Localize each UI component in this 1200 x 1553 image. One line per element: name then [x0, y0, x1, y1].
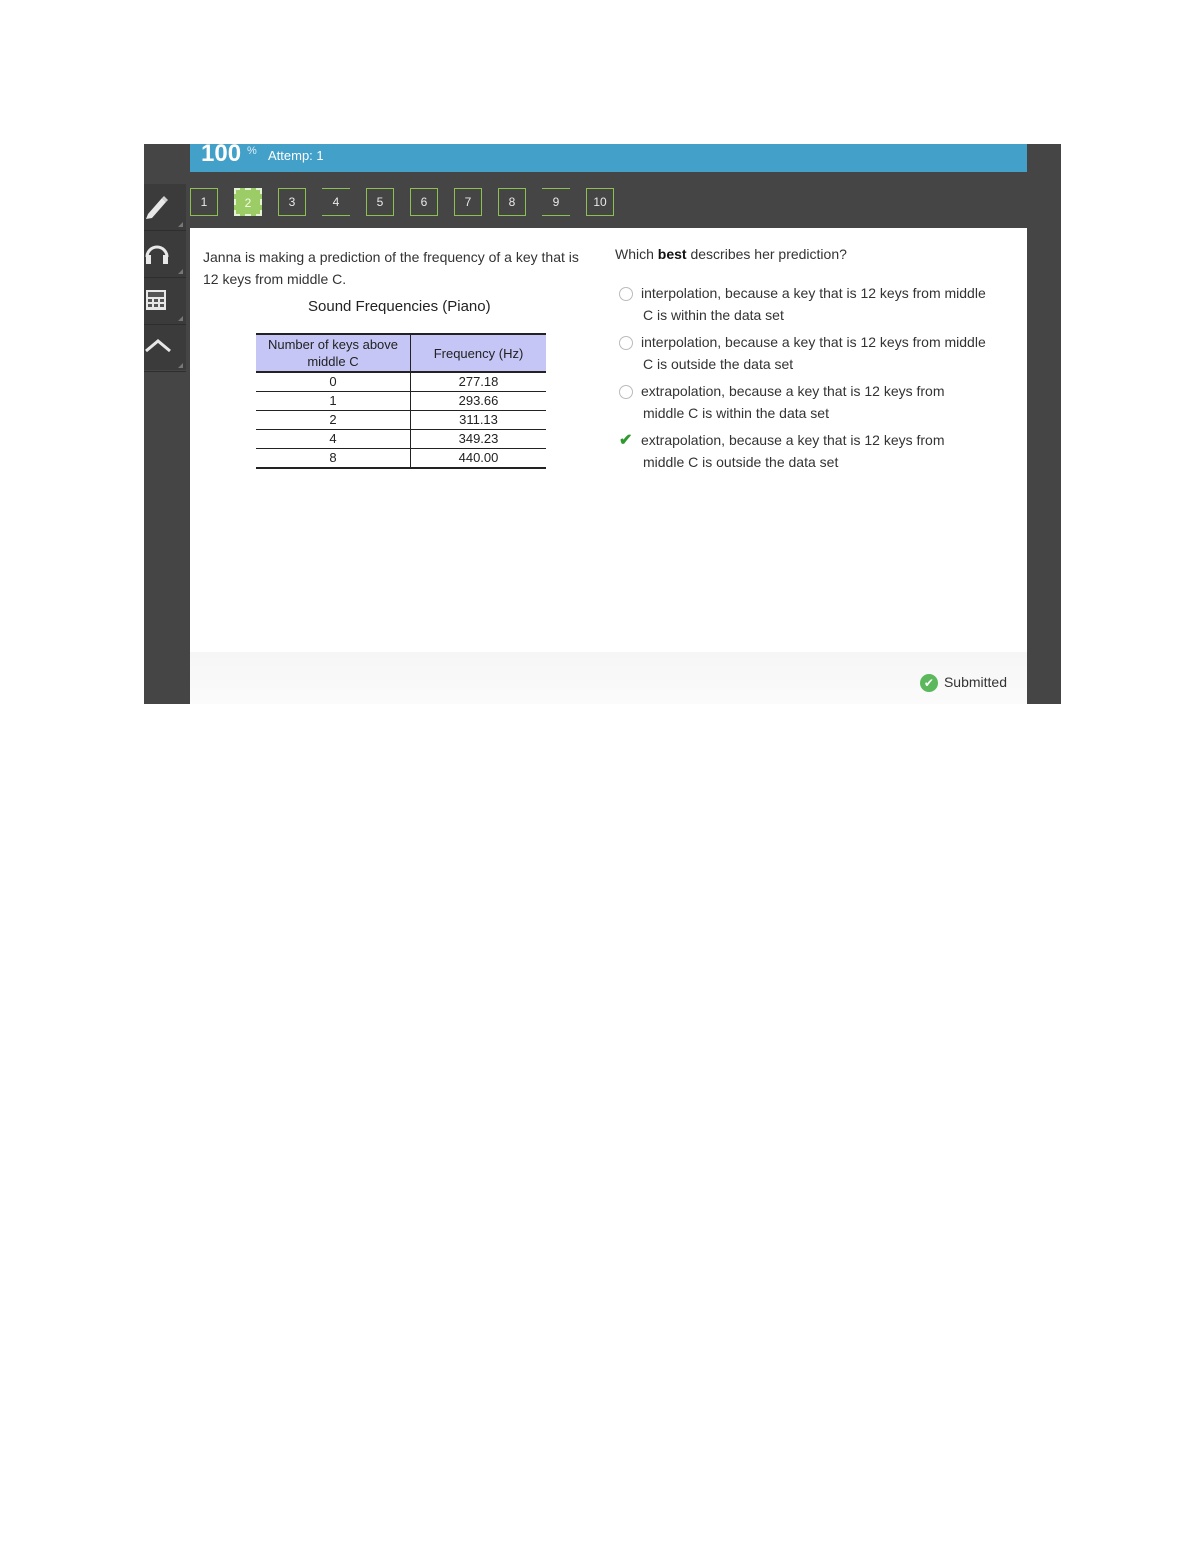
pencil-icon	[144, 192, 170, 220]
collapse-tool-button[interactable]	[144, 325, 186, 372]
question-9-button[interactable]: 9	[542, 188, 570, 216]
pencil-tool-button[interactable]	[144, 184, 186, 231]
check-circle-icon: ✔	[920, 674, 938, 692]
answer-option-label: interpolation, because a key that is 12 keys from middle C is outside the data set	[641, 334, 986, 372]
table-caption: Sound Frequencies (Piano)	[308, 298, 491, 315]
score-bar	[190, 140, 1027, 172]
radio-button[interactable]	[619, 287, 633, 301]
calculator-tool-button[interactable]	[144, 278, 186, 325]
radio-button[interactable]	[619, 385, 633, 399]
frequency-cell: 440.00	[411, 449, 547, 469]
question-7-button[interactable]: 7	[454, 188, 482, 216]
answer-option-label: interpolation, because a key that is 12 keys from middle C is within the data set	[641, 285, 986, 323]
table-row	[256, 411, 546, 430]
answer-option-label: extrapolation, because a key that is 12 keys from middle C is outside the data set	[641, 432, 945, 470]
table-row	[256, 449, 546, 469]
score-value: 100	[201, 140, 242, 167]
tool-sidebar	[144, 184, 186, 370]
column-header-keys: Number of keys above middle C	[256, 334, 411, 372]
question-2-button[interactable]: 2	[234, 188, 262, 216]
answer-option[interactable]	[619, 331, 989, 375]
answer-option[interactable]	[619, 429, 989, 473]
keys-cell: 1	[256, 392, 411, 411]
collapse-icon	[144, 333, 174, 361]
question-4-button[interactable]: 4	[322, 188, 350, 216]
quiz-window	[144, 140, 1061, 704]
answer-option[interactable]	[619, 380, 989, 424]
keys-cell: 4	[256, 430, 411, 449]
question-3-button[interactable]: 3	[278, 188, 306, 216]
table-row	[256, 430, 546, 449]
question-prompt: Janna is making a prediction of the frequency of a key that is 12 keys from middle C.	[203, 249, 579, 287]
submitted-status	[920, 674, 1007, 692]
keys-cell: 8	[256, 449, 411, 469]
table-row	[256, 372, 546, 392]
question-text: Which best describes her prediction?	[615, 246, 847, 262]
answer-option-label: extrapolation, because a key that is 12 keys from middle C is within the data set	[641, 383, 945, 421]
audio-tool-button[interactable]	[144, 231, 186, 278]
score-percent: %	[247, 145, 257, 157]
column-header-frequency: Frequency (Hz)	[411, 334, 547, 372]
frequency-table	[256, 333, 546, 469]
attempt-label: Attemp: 1	[268, 148, 324, 163]
frequency-cell: 293.66	[411, 392, 547, 411]
frequency-cell: 277.18	[411, 372, 547, 392]
headphones-icon	[144, 239, 170, 267]
keys-cell: 2	[256, 411, 411, 430]
table-row	[256, 392, 546, 411]
question-1-button[interactable]: 1	[190, 188, 218, 216]
radio-button[interactable]	[619, 336, 633, 350]
frequency-cell: 349.23	[411, 430, 547, 449]
checkmark-icon: ✔	[619, 432, 633, 449]
frequency-cell: 311.13	[411, 411, 547, 430]
panel-footer	[190, 652, 1027, 704]
keys-cell: 0	[256, 372, 411, 392]
submitted-label: Submitted	[943, 673, 1007, 690]
question-10-button[interactable]: 10	[586, 188, 614, 216]
question-5-button[interactable]: 5	[366, 188, 394, 216]
answer-option[interactable]	[619, 282, 989, 326]
question-6-button[interactable]: 6	[410, 188, 438, 216]
question-8-button[interactable]: 8	[498, 188, 526, 216]
calculator-icon	[144, 286, 170, 314]
question-panel	[190, 228, 1027, 704]
